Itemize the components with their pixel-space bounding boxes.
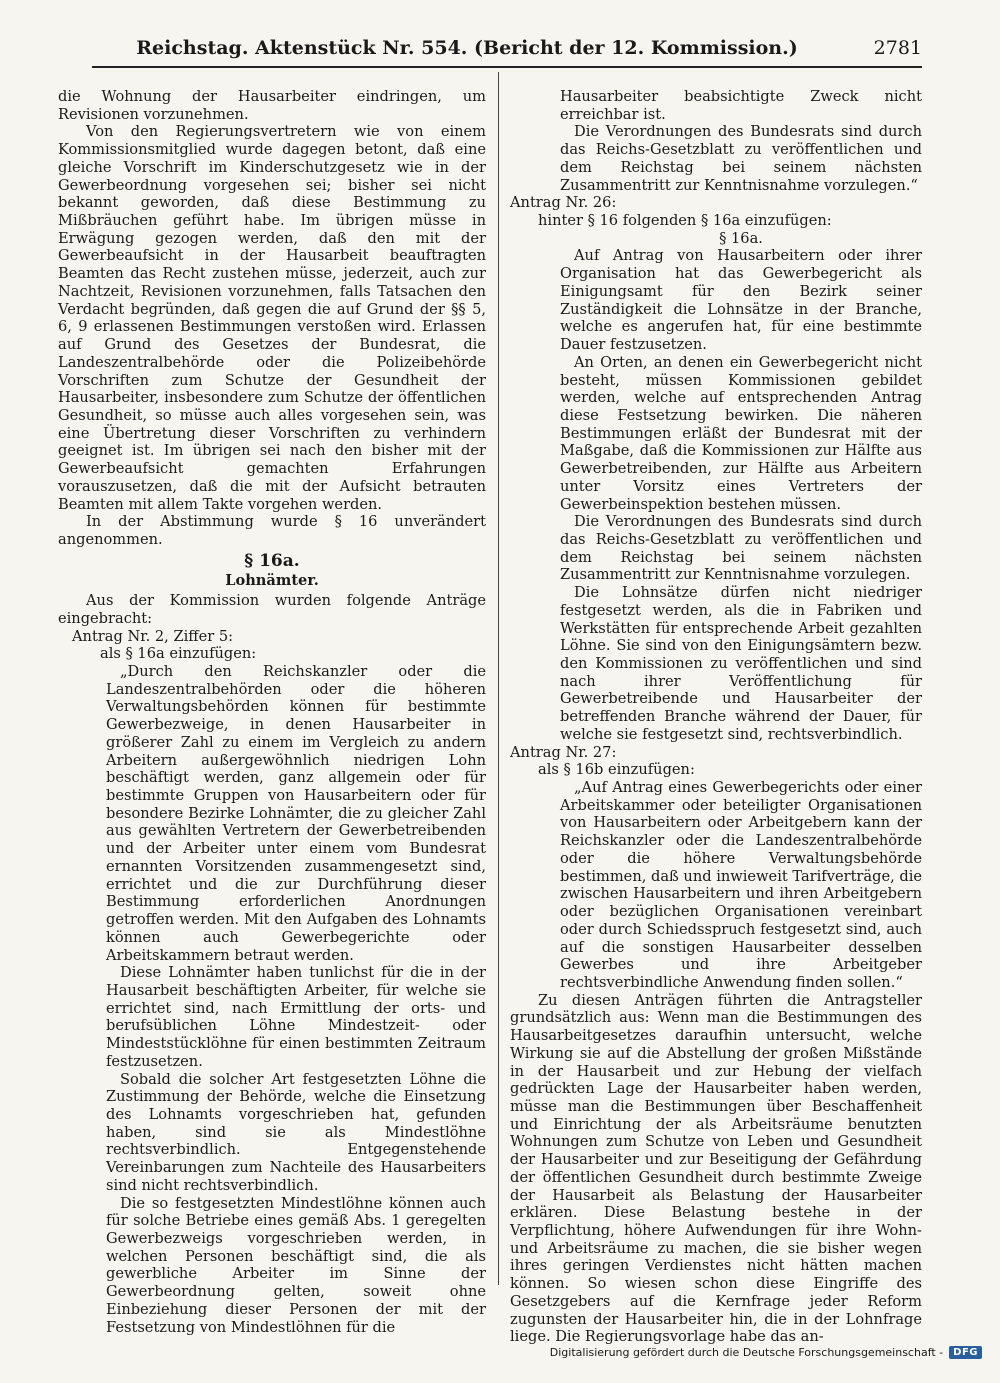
section-heading: § 16a. bbox=[719, 229, 763, 247]
paragraph: Von den Regierungsvertretern wie von einem Kommissionsmitglied wurde dagegen betont, daß eine gleiche Vorschrift im Kinderschutzgesetz wie in der Gewerbeordnung vorgesehen sei; bisher sei nicht bekannt geworden, daß diese Bestimmung zu Mißbräuchen geführt habe. Im übrigen müsse in Erwägung gezogen werden, daß den mit der Gewerbeaufsicht in der Hausarbeit beauftragten Beamten das Recht zustehen müsse, jederzeit, auch zur Nachtzeit, Revisionen vorzunehmen, falls Tatsachen den Verdacht begründen, daß gegen die auf Grund der §§ 5, 6, 9 erlassenen Bestimmungen verstoßen wird. Erlassen auf Grund des Gesetzes der Bundesrat, die Landeszentralbehörde oder die Polizeibehörde Vorschriften zum Schutze der Gesundheit der Hausarbeiter, insbesondere zum Schutze der öffentlichen Gesundheit, so müsse auch alles vorgesehen sein, was eine Übertretung dieser Vorschriften zu verhindern geeignet ist. Im übrigen sei nach den bisher mit der Gewerbeaufsicht gemachten Erfahrungen vorauszusetzen, daß die mit der Aufsicht betrauten Beamten mit allem Takte vorgehen werden. bbox=[58, 123, 486, 513]
quoted-proposal bbox=[510, 779, 922, 992]
paragraph: die Wohnung der Hausarbeiter eindringen, um Revisionen vorzunehmen. bbox=[58, 88, 486, 123]
digitization-footer bbox=[550, 1346, 982, 1359]
right-column bbox=[510, 88, 922, 1346]
quote-paragraph: Hausarbeiter beabsichtigte Zweck nicht erreichbar ist. bbox=[560, 88, 922, 123]
quote-paragraph: Sobald die solcher Art festgesetzten Löhne die Zustimmung der Behörde, welche die Einsetzung des Lohnamts vorgeschrieben hat, gefunden haben, sind sie als Mindestlöhne rechtsverbindlich. Entgegenstehende Vereinbarungen zum Nachteile des Hausarbeiters sind nicht rechtsverbindlich. bbox=[106, 1070, 486, 1194]
quote-paragraph: Auf Antrag von Hausarbeitern oder ihrer Organisation hat das Gewerbegericht als Einigungsamt für den Bezirk seiner Zuständigkeit die Lohnsätze in der Branche, welche es angerufen hat, für eine bestimmte Dauer festzusetzen. bbox=[560, 247, 922, 354]
quote-paragraph: Diese Lohnämter haben tunlichst für die in der Hausarbeit beschäftigten Arbeiter, für welche sie errichtet sind, nach Ermittlung der orts- und berufsüblichen Löhne Mindestzeit- oder Mindeststücklöhne für einen bestimmten Zeitraum festzusetzen. bbox=[106, 964, 486, 1070]
page-header bbox=[92, 30, 922, 68]
footer-text: Digitalisierung gefördert durch die Deutsche Forschungsgemeinschaft - bbox=[549, 1346, 944, 1359]
antrag-instruction: als § 16a einzufügen: bbox=[100, 645, 257, 663]
quote-paragraph: „Durch den Reichskanzler oder die Landeszentralbehörden oder die höheren Verwaltungsbehörden können für bestimmte Gewerbezweige, in denen Hausarbeiter in größerer Zahl zu einem im Vergleich zu andern Arbeitern außergewöhnlich niedrigen Lohn beschäftigt werden, ganz allgemein oder für bestimmte Gruppen von Hausarbeitern oder für besondere Bezirke Lohnämter, die zu gleicher Zahl aus gewählten Vertretern der Gewerbetreibenden und der Arbeiter unter einem vom Bundesrat ernannten Vorsitzenden zusammengesetzt sind, errichtet und die zur Durchführung dieser Bestimmung erforderlichen Anordnungen getroffen werden. Mit den Aufgaben des Lohnamts können auch Gewerbegerichte oder Arbeitskammern betraut werden. bbox=[106, 663, 486, 964]
quoted-proposal-continued bbox=[510, 88, 922, 194]
dfg-logo: DFG bbox=[949, 1346, 982, 1359]
quote-paragraph: An Orten, an denen ein Gewerbegericht nicht besteht, müssen Kommissionen gebildet werden, welche auf entsprechenden Antrag diese Festsetzung bewirken. Die näheren Bestimmungen erläßt der Bundesrat mit der Maßgabe, daß die Kommissionen zur Hälfte aus Gewerbetreibenden, zur Hälfte aus Arbeitern unter Vorsitz eines Vertreters der Gewerbeinspektion bestehen müssen. bbox=[560, 353, 922, 513]
quoted-proposal bbox=[510, 230, 922, 744]
quote-paragraph: Die Lohnsätze dürfen nicht niedriger festgesetzt werden, als die in Fabriken und Werkstätten für entsprechende Arbeit gezahlten Löhne. Sie sind von den Einigungsämtern bezw. den Kommissionen zu veröffentlichen und sind nach ihrer Veröffentlichung für Gewerbetreibende und Hausarbeiter der betreffenden Branche während der Dauer, für welche sie festgesetzt sind, rechtsverbindlich. bbox=[560, 584, 922, 743]
left-column bbox=[58, 88, 486, 1336]
quote-paragraph: Die Verordnungen des Bundesrats sind durch das Reichs-Gesetzblatt zu veröffentlichen und dem Reichstag bei seinem nächsten Zusammentritt zur Kenntnisnahme vorzulegen. bbox=[560, 513, 922, 584]
quote-paragraph: Die Verordnungen des Bundesrats sind durch das Reichs-Gesetzblatt zu veröffentlichen und dem Reichstag bei seinem nächsten Zusammentritt zur Kenntnisnahme vorzulegen.“ bbox=[560, 123, 922, 194]
quoted-proposal bbox=[58, 663, 486, 1336]
antrag-label: Antrag Nr. 2, Ziffer 5: bbox=[72, 627, 234, 645]
antrag-instruction: hinter § 16 folgenden § 16a einzufügen: bbox=[538, 212, 832, 230]
paragraph: In der Abstimmung wurde § 16 unverändert angenommen. bbox=[58, 513, 486, 548]
antrag-label: Antrag Nr. 26: bbox=[510, 194, 617, 212]
page-number: 2781 bbox=[873, 37, 922, 59]
antrag-label: Antrag Nr. 27: bbox=[510, 743, 617, 761]
paragraph: Aus der Kommission wurden folgende Anträge eingebracht: bbox=[58, 592, 486, 627]
antrag-instruction: als § 16b einzufügen: bbox=[538, 761, 695, 779]
quote-paragraph: „Auf Antrag eines Gewerbegerichts oder einer Arbeitskammer oder beteiligter Organisationen von Hausarbeitern oder Arbeitgebern kann der Reichskanzler oder die Landeszentralbehörde oder die höhere Verwaltungsbehörde bestimmen, daß und inwieweit Tarifverträge, die zwischen Hausarbeitern und ihren Arbeitgebern oder bezüglichen Organisationen vereinbart oder durch Schiedsspruch festgesetzt sind, auch auf die sonstigen Hausarbeiter desselben Gewerbes und ihre Arbeitgeber rechtsverbindliche Anwendung finden sollen.“ bbox=[560, 779, 923, 991]
section-subheading: Lohnämter. bbox=[225, 572, 319, 590]
quote-paragraph: Die so festgesetzten Mindestlöhne können auch für solche Betriebe eines gemäß Abs. 1 geregelten Gewerbezweigs vorgeschrieben werden, in welchen Personen beschäftigt sind, die als gewerbliche Arbeiter im Sinne der Gewerbeordnung gelten, soweit ohne Einbeziehung dieser Personen der mit der Festsetzung von Mindestlöhnen für die bbox=[106, 1194, 486, 1336]
header-title: Reichstag. Aktenstück Nr. 554. (Bericht der 12. Kommission.) bbox=[136, 37, 798, 59]
column-divider bbox=[498, 72, 499, 1285]
paragraph: Zu diesen Anträgen führten die Antragsteller grundsätzlich aus: Wenn man die Bestimmungen des Hausarbeitgesetzes daraufhin untersucht, welche Wirkung sie auf die Abstellung der großen Mißstände in der Hausarbeit und zur Hebung der vielfach gedrückten Lage der Hausarbeiter haben werden, müsse man die Bestimmungen über Beschaffenheit und Einrichtung der als Arbeitsräume benutzten Wohnungen zum Schutze von Leben und Gesundheit der Hausarbeiter und zur Beseitigung der Gefährdung der öffentlichen Gesundheit durch bestimmte Zweige der Hausarbeit als Belastung der Hausarbeiter erklären. Diese Belastung bestehe in der Verpflichtung, höhere Aufwendungen für ihre Wohn- und Arbeitsräume zu machen, die sie bisher wegen ihres geringen Verdienstes nicht hätten machen können. So wiesen schon diese Eingriffe des Gesetzgebers auf die Kernfrage jeder Reform zugunsten der Hausarbeiter hin, die in der Lohnfrage liege. Die Regierungsvorlage habe das an- bbox=[510, 991, 922, 1346]
section-heading: § 16a. bbox=[244, 550, 300, 571]
